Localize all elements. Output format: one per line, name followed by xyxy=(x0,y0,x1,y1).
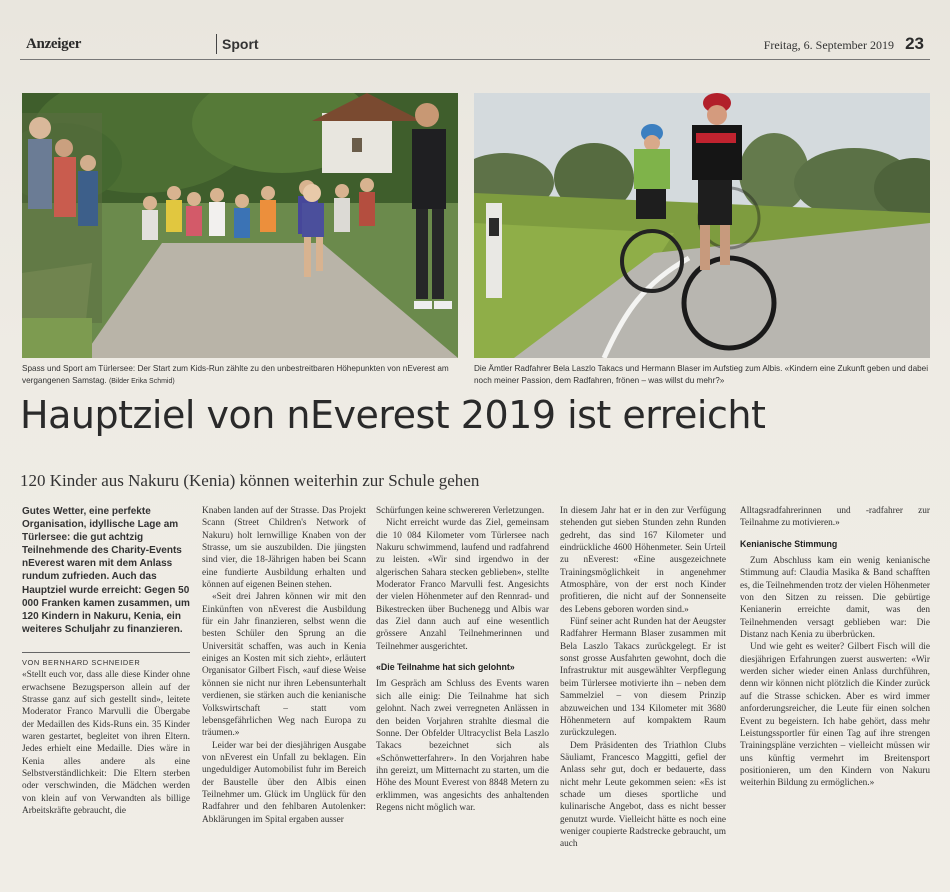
col5-paragraph-3: Und wie geht es weiter? Gilbert Fisch will die diesjährigen Erfahrungen zuerst auswerten: «Wir werden sicher wieder einen Anlass durchführen, denn wir können nicht plötzlich die Kinder zurück auf die Strasse schicken. Aber es wird immer anforderungsreicher, die Leute für einen solchen Event zu begeistern. Ich habe gehört, dass mehr Leistungssportler für einen Tag auf ihre strengen Trainingspläne verzichten – vielleicht müssen wir uns künftig vermehrt im Breitensport positionieren, um den Kindern von Nakuru weiterhin Bildung zu ermöglichen.» xyxy=(740,642,930,789)
col5-subtitle: Kenianische Stimmung xyxy=(740,538,838,549)
issue-date: Freitag, 6. September 2019 xyxy=(763,38,894,52)
col3-paragraph-3: Im Gespräch am Schluss des Events waren sich alle einig: Die Teilnahme hat sich gelohnt. Nach zwei verregneten Anlässen in den beiden Vorjahren strahlte diesmal die Sonne. Der Obfelder Ultracyclist Bela Laszlo Takacs bezeichnet sich als «Schönwetterfahrer». In den Vorjahren habe ihn gereizt, um Mitternacht zu starten, um die Höhe des Mount Everest von 8848 Metern zu erklimmen, was angesichts des anhaltenden Regens nicht möglich war. xyxy=(376,679,549,813)
column-2 xyxy=(202,505,366,826)
col5-paragraph-1: Alltagsradfahrerinnen und -radfahrer zur Teilnahme zu motivieren.» xyxy=(740,506,930,529)
right-photo-caption: Die Ämtler Radfahrer Bela Laszlo Takacs und Hermann Blaser im Aufstieg zum Albis. «Kindern eine Zukunft geben und dabei noch meiner Passion, dem Radfahren, frönen – was willst du mehr?» xyxy=(474,364,929,385)
col3-paragraph-1: Schürfungen keine schwereren Verletzungen. xyxy=(376,506,545,516)
left-photo-caption xyxy=(22,363,458,388)
kids-run-photo xyxy=(22,93,458,358)
column-5 xyxy=(740,505,930,790)
article-subhead: 120 Kinder aus Nakuru (Kenia) können weiterhin zur Schule gehen xyxy=(20,471,480,490)
col3-subtitle: «Die Teilnahme hat sich gelohnt» xyxy=(376,662,515,673)
col1-body: «Stellt euch vor, dass alle diese Kinder ohne erwachsene Bezugsperson allein auf der Strasse ganz auf sich gestellt sind», leitete Moderator Franco Marvulli die Übergabe der Medaillen des Kids-Runs ein. 35 Kinder waren gestartet, begleitet von ihren Eltern. Jedes erhielt eine Medaille. Dies wäre in Kenia alles andere als eine Selbstverständlichkeit: Die Eltern sterben oder verschwinden, die Mädchen werden von klein auf von Verwandten als billige Arbeitskräfte gebraucht, die xyxy=(22,670,190,817)
col5-paragraph-2: Zum Abschluss kam ein wenig kenianische Stimmung auf: Claudia Masika & Band schafften es, die Teilnehmenden trotz der vielen Höhenmeter von den Sitzen zu reissen. Die gebürtige Kenianerin erreichte damit, was den Teilnehmenden versagt geblieben war: Die Distanz nach Kenia zu überbrücken. xyxy=(740,556,930,641)
col2-paragraph-3: Leider war bei der diesjährigen Ausgabe von nEverest ein Unfall zu beklagen. Ein ungeduldiger Automobilist fuhr im Bereich der Baustelle über den Albis einen Teilnehmer um. Glück im Unglück für den Radfahrer und den fehlbaren Autolenker: Abklärungen im Spital ergaben ausser xyxy=(202,740,366,825)
column-3 xyxy=(376,505,549,814)
photo-credit: (Bilder Erika Schmid) xyxy=(108,378,175,385)
article-headline: Hauptziel von nEverest 2019 ist erreicht xyxy=(20,393,766,437)
column-4 xyxy=(560,505,726,851)
newspaper-brand: Anzeiger xyxy=(26,36,82,52)
col2-paragraph-1: Knaben landen auf der Strasse. Das Projekt Scann (Street Children's Network of Nakuru) holt lernwillige Knaben von der Strasse, um sie auszubilden. Die jüngsten sind vier, die 18-Jährigen haben bei Scann eine fundierte Ausbildung erhalten und können auf eigenen Beinen stehen. xyxy=(202,506,366,591)
page-number: 23 xyxy=(905,34,924,53)
byline: VON BERNHARD SCHNEIDER xyxy=(22,652,190,669)
article-lead: Gutes Wetter, eine perfekte Organisation, idyllische Lage am Türlersee: die gut achtzig Teilnehmende des Charity-Events nEverest waren mit dem Anlass rundum zufrieden. Auch das Hauptziel wurde erreicht: Gegen 50 000 Franken kamen zusammen, um 120 Kindern in Nakuru, Kenia, ein weiteres Schuljahr zu finanzieren. xyxy=(22,506,190,635)
section-label: Sport xyxy=(222,36,259,52)
col4-paragraph-3: Dem Präsidenten des Triathlon Clubs Säuliamt, Francesco Maggitti, gefiel der Anlass sehr gut, doch er bedauerte, dass nicht mehr Leute gekommen seien: «Es ist schade um dieses sportliche und kulinarische Angebot, dass es nicht besser genutzt wurde. Vielleicht hätte es noch eine weniger coupierte Radstrecke gebraucht, um auch xyxy=(560,740,726,850)
cyclists-photo xyxy=(474,93,930,358)
column-1 xyxy=(22,505,190,817)
page-header xyxy=(20,28,930,60)
col2-paragraph-2: «Seit drei Jahren können wir mit den Einkünften von nEverest die Ausbildung für ein Jahr finanzieren, selbst wenn die besten Schüler den Sprung an die Universität schaffen, was auch in Kenia einiges an Kosten mit sich zieht», erläutert Organisator Gilbert Fisch, «auf diese Weise können sie nicht nur ihren Lebensunterhalt verdienen, sie stärken auch die kenianische Volkswirtschaft – statt vom lebensgefährlichen Weg nach Europa zu träumen.» xyxy=(202,592,366,739)
col4-paragraph-2: Fünf seiner acht Runden hat der Aeugster Radfahrer Hermann Blaser zusammen mit Bela Laszlo Takacs zurückgelegt. Er ist sonst grosse Ausfahrten gewohnt, doch die Infrastruktur mit ausgewählter Verpflegung beim Türlersee motivierte ihn – neben dem Sammelziel – von diesem Prinzip abzuweichen und 134 Kilometer mit 3680 Höhenmetern auf kompaktem Raum zurückzulegen. xyxy=(560,617,726,739)
col3-paragraph-2: Nicht erreicht wurde das Ziel, gemeinsam die 10 084 Kilometer vom Türlersee nach Nakuru schwimmend, laufend und radfahrend zu leisten. «Wir sind irgendwo in der algerischen Sahara stecken geblieben», stellte Moderator Franco Marvulli fest. Angesichts der vielen Höhenmeter auf den Rennrad- und Bikestrecken über Buchenegg und Albis war das Ziel dann auch auf eine wesentlich grössere Anzahl Teilnehmerinnen und Teilnehmer ausgerichtet. xyxy=(376,518,549,652)
col4-paragraph-1: In diesem Jahr hat er in den zur Verfügung stehenden gut sieben Stunden zehn Runden gedreht, das sind 167 Kilometer und eindrückliche 4600 Höhenmeter. Sein Urteil zu nEverest: «Eine ausgezeichnete Trainingsmöglichkeit in angenehmer Atmosphäre, von der erst noch Kinder profitieren, die nicht auf der Sonnenseite des Lebens geboren worden sind.» xyxy=(560,506,726,615)
header-divider xyxy=(216,34,217,54)
left-caption-text: Spass und Sport am Türlersee: Der Start zum Kids-Run zählte zu den unbestreitbaren Höhepunkten von nEverest am vergangenen Samstag. xyxy=(22,364,449,385)
